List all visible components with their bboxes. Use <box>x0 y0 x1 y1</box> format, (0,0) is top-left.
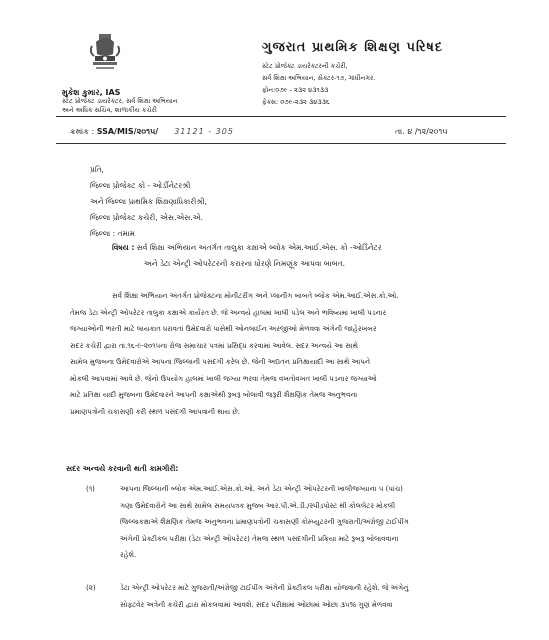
state-emblem-icon <box>86 32 124 84</box>
addressee-block <box>90 162 207 242</box>
action-item <box>86 481 409 564</box>
item-number: (૧) <box>86 485 95 493</box>
addressee-line: અને જિલ્લા પ્રાથમિક શિક્ષણાધિકારીશ્રી, <box>90 197 207 206</box>
body-line: મોકલી આપવામાં આવે છે. જેનો ઉપયોગ હાલમાં ખાલી જગ્યા ભરવા તેમજ વખતોવખત ખાલી પડનાર જગ્યાઓ <box>70 374 377 383</box>
subject-line: સર્વ શિક્ષા અભિયાન અંતર્ગત તાલુકા કક્ષાએ બ્લોક એમ.આઈ.એસ. કો -ઓર્ડિનેટર <box>134 243 382 252</box>
organization-address <box>262 60 375 108</box>
body-line: સર્વ શિક્ષા અભિયાન અંતર્ગત પ્રોજેક્ટના મોનીટરીંગ અને પ્લાનીંગ બાબતે બ્લોક એમ.આઈ.એસ.કો.ઓ. <box>112 292 399 300</box>
actions-heading: સદર અન્વયે કરવાની થતી કામગીરી: <box>66 464 179 473</box>
item-number: (૨) <box>86 584 96 592</box>
item-line: ડેટા એન્ટ્રી ઓપરેટર માટે ગુજરાતી/અંગ્રેજી ટાઈપીંગ અંગેની પ્રેક્ટીકલ પરીક્ષા યોજવાની રહેશે. જે અંગેનું <box>120 584 409 592</box>
reference-code: SSA/MIS/૨૦૧૫/ <box>96 127 159 136</box>
phone-line: ફોન:૦૭૯ - ૨૩૨ ૪૩૧૩૩ <box>262 86 329 94</box>
subject-line: અને ડેટા એન્ટ્રી ઓપરેટરની કરારના ધોરણે નિમણૂંક આપવા બાબત. <box>144 259 346 268</box>
letter-date: તા. ૪ /૧૨/૨૦૧૫ <box>395 127 448 136</box>
address-line: સ્ટેટ પ્રોજેક્ટ ડાયરેક્ટરની કચેરી, <box>262 62 348 70</box>
sender-block <box>62 88 178 115</box>
subject-block <box>112 240 512 272</box>
reference-number <box>70 127 234 137</box>
item-line: અંગેની પ્રેક્ટીકલ પરીક્ષા (ડેટા એન્ટ્રી ઓપરેટર) તેમજ સ્થળ પસંદગીની પ્રક્રિયા માટે રૂબરૂ બોલાવવાના <box>120 534 399 543</box>
reference-label: ક્રમાંક : <box>70 127 97 136</box>
item-line: ગણા ઉમેદવારોને આ સાથે સામેલ સમયપત્રક મુજબ આર.પી.એ.ડી./સ્પીડપોસ્ટ થી કોલલેટર મોકલી <box>120 501 396 510</box>
addressee-line: જિલ્લા પ્રોજેક્ટ કચેરી, એસ.એસ.એ. <box>90 213 204 222</box>
addressee-line: જિલ્લા : તમામ <box>90 229 135 238</box>
action-item <box>86 580 409 613</box>
ref-divider <box>56 143 506 144</box>
inward-stamp: 31121 - 305 <box>174 127 234 136</box>
header-divider <box>56 116 506 117</box>
body-paragraph <box>70 288 510 420</box>
fax-line: ફેક્સ: ૦૭૯-૨૩૨ ૩૪૩૩૬ <box>262 98 330 106</box>
body-line: જગ્યાઓની ભરતી માટે લાયકાત ધરાવતાં ઉમેદવારો પાસેથી ઓનલાઈન અરજીઓ મેળવવા અંગેની જાહેરખબર <box>70 325 377 333</box>
body-line: માટે પ્રતિક્ષા યાદી મુજબના ઉમેદવારને આપની કક્ષાએથી રૂબરૂ બોલાવી જરૂરી શૈક્ષણિક તેમજ અનુભવના <box>70 391 358 399</box>
addressee-line: પ્રતિ, <box>90 165 104 174</box>
addressee-line: જિલ્લા પ્રોજેક્ટ કો - ઓર્ડીનેટરશ્રી <box>90 181 191 190</box>
sender-name: મુકેશ કુમાર, IAS <box>62 88 121 97</box>
sender-designation: અને અધિક સચિવ, શાળાકીય કચેરી <box>62 106 157 114</box>
subject-label: વિષય : <box>112 243 135 252</box>
item-line: રહેશે. <box>120 551 137 559</box>
item-line: સોફ્ટવેર અત્રેની કચેરી દ્વારા મોકલવામાં આવશે. સદર પરીક્ષામાં ઓછામાં ઓછા ૩૫% ગુણ મેળવવા <box>120 600 393 609</box>
body-line: પ્રમાણપત્રોની ચકાસણી કરી સ્થળ પસંદગી આપવાની થાય છે. <box>70 407 241 416</box>
address-line: સર્વ શિક્ષા અભિયાન, સેક્ટર-૧૭, ગાંધીનગર. <box>262 74 376 82</box>
item-line: આપના જિલ્લાની બ્લોક એમ.આઈ.એસ.કો.ઓ. અને ડેટા એન્ટ્રી ઓપરેટરની ખાલીજગ્યાના ૫ (પાંચ) <box>120 485 403 493</box>
organization-title: ગુજરાત પ્રાથમિક શિક્ષણ પરિષદ <box>262 40 444 55</box>
item-line: જિલ્લાકક્ષાએ શૈક્ષણિક તેમજ અનુભવના પ્રમાણપત્રોની ચકાસણી કોમ્પ્યુટરની ગુજરાતી/અંગ્રેજી ટાઈપીંગ <box>120 518 409 526</box>
sender-designation: સ્ટેટ પ્રોજેક્ટ ડાયરેક્ટર, સર્વ શિક્ષા અભિયાન <box>62 97 178 105</box>
body-line: તેમજ ડેટા એન્ટ્રી ઓપરેટર તાલુકા કક્ષાએ કાર્યરત છે. જે અન્વયે હાલમાં ખાલી પડેલ અને ભવિષ્યમાં ખાલી પડનાર <box>70 308 387 317</box>
body-line: સામેલ મુજબના ઉમેદવારોએ આપના જિલ્લાની પસંદગી કરેલ છે. જેની અદ્યતન પ્રતિક્ષાયાદી આ સાથે આપને <box>70 358 371 366</box>
body-line: સદર કચેરી દ્વારા તા.૧૬-૯-૨૦૧૫ના રોજ સમાચાર પત્રમાં પ્રસિદ્ધ કરવામાં આવેલ. સદર અન્વયે આ સાથે <box>70 341 359 350</box>
